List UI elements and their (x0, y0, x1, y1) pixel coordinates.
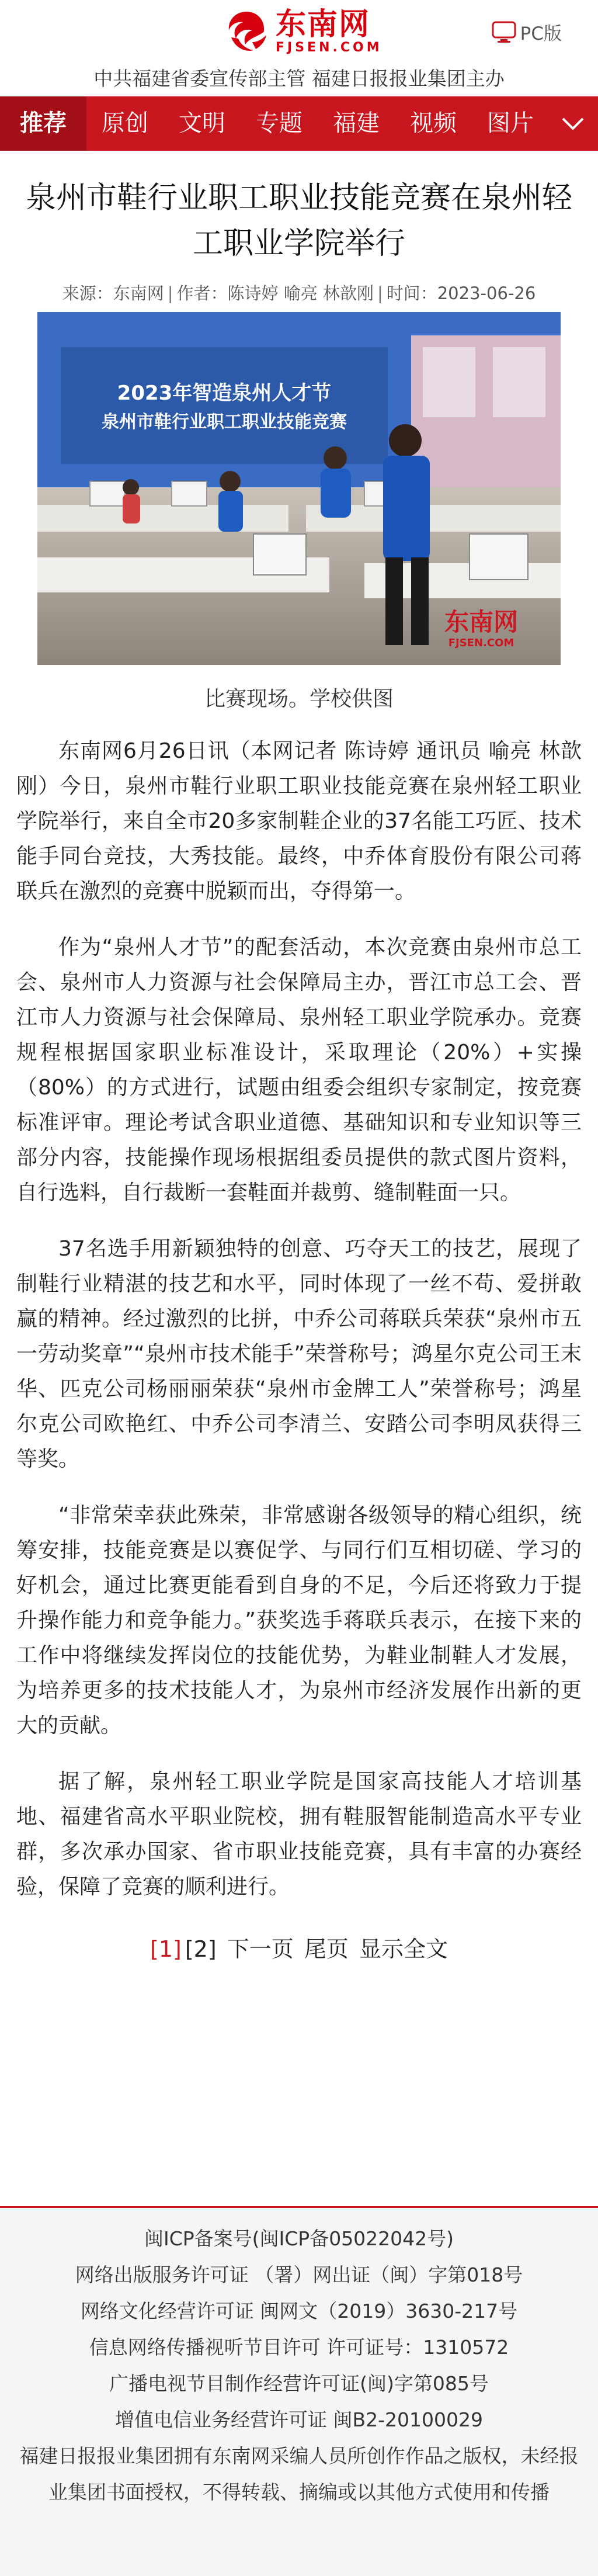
nav-tab-original[interactable]: 原创 (102, 110, 148, 137)
photo-banner-line1: 2023年智造泉州人才节 (117, 382, 332, 405)
nav-tab-photo[interactable]: 图片 (487, 110, 534, 137)
nav-tab-recommend[interactable]: 推荐 (0, 96, 86, 151)
pc-version-label: PC版 (520, 23, 562, 44)
article-title: 泉州市鞋行业职工职业技能竞赛在泉州轻工职业学院举行 (25, 181, 572, 261)
nav-tab-special[interactable]: 专题 (256, 110, 303, 137)
article-pager (0, 1932, 598, 1967)
monitor-icon (491, 20, 517, 44)
article-paragraph: 37名选手用新颖独特的创意、巧夺天工的技艺，展现了制鞋行业精湛的技艺和水平，同时体现了一丝不苟、爱拼敢赢的精神。经过激烈的比拼，中乔公司蒋联兵荣获“泉州市五一劳动奖章”“泉州市技术能手”荣誉称号；鸿星尔克公司王末华、匹克公司杨丽丽荣获“泉州市金牌工人”荣誉称号；鸿星尔克公司欧艳红、中乔公司李清兰、安踏公司李明凤获得三等奖。 (16, 1237, 582, 1471)
pager-page-1: [1] (150, 1936, 182, 1962)
pager-full-text-link[interactable]: 显示全文 (359, 1936, 448, 1962)
logo-wordmark-cn: 东南网 (276, 7, 371, 42)
article-source: 来源：东南网 (62, 283, 164, 303)
pc-version-link[interactable] (491, 19, 562, 45)
footer-license: 增值电信业务经营许可证 闽B2-20100029 (115, 2408, 483, 2431)
article-author: 作者：陈诗婷 喻亮 林歆刚 (176, 283, 374, 303)
article-time: 时间：2023-06-26 (386, 283, 536, 303)
nav-tab-fujian[interactable]: 福建 (333, 110, 380, 137)
article-paragraph: 据了解，泉州轻工职业学院是国家高技能人才培训基地、福建省高水平职业院校，拥有鞋服智能制造高水平专业群，多次承办国家、省市职业技能竞赛，具有丰富的办赛经验，保障了竞赛的顺利进行。 (16, 1770, 582, 1899)
footer-license: 网络文化经营许可证 闽网文（2019）3630-217号 (80, 2300, 518, 2322)
top-bar (0, 0, 598, 61)
competition-scene-image (37, 312, 561, 665)
article-paragraph: 东南网6月26日讯（本网记者 陈诗婷 通讯员 喻亮 林歆刚）今日，泉州市鞋行业职工职业技能竞赛在泉州轻工职业学院举行，来自全市20多家制鞋企业的37名能工巧匠、技术能手同台竞技，大秀技能。最终，中乔体育股份有限公司蒋联兵在激烈的竞赛中脱颖而出，夺得第一。 (16, 739, 582, 903)
footer-copyright-note: 福建日报报业集团拥有东南网采编人员所创作作品之版权，未经报业集团书面授权，不得转载、摘编或以其他方式使用和传播 (19, 2445, 579, 2504)
article-paragraph: 作为“泉州人才节”的配套活动，本次竞赛由泉州市总工会、泉州市人力资源与社会保障局主办，晋江市总工会、晋江市人力资源与社会保障局、泉州轻工职业学院承办。竞赛规程根据国家职业标准设计，采取理论（20%）+实操（80%）的方式进行，试题由组委会组织专家制定，按竞赛标准评审。理论考试含职业道德、基础知识和专业知识等三部分内容，技能操作现场根据组委员提供的款式图片资料，自行选料，自行裁断一套鞋面并裁剪、缝制鞋面一只。 (16, 935, 582, 1205)
channel-nav (0, 96, 598, 151)
photo-watermark-en: FJSEN.COM (448, 637, 514, 649)
photo-caption: 比赛现场。学校供图 (204, 687, 394, 711)
footer-license: 广播电视节目制作经营许可证(闽)字第085号 (109, 2372, 489, 2395)
chevron-down-icon (561, 116, 585, 131)
article-photo (37, 312, 561, 665)
footer-icp[interactable]: 闽ICP备案号(闽ICP备05022042号) (144, 2227, 454, 2250)
article-body (0, 734, 598, 1905)
nav-tab-video[interactable]: 视频 (410, 110, 457, 137)
meta-divider: | (377, 283, 383, 303)
photo-banner-line2: 泉州市鞋行业职工职业技能竞赛 (102, 412, 347, 432)
footer-license: 网络出版服务许可证 （署）网出证（闽）字第018号 (75, 2263, 523, 2286)
site-footer (0, 2206, 598, 2576)
footer-license: 信息网络传播视听节目许可 许可证号：1310572 (89, 2336, 509, 2359)
pager-next-link[interactable]: 下一页 (227, 1936, 294, 1962)
pager-page-2[interactable]: [2] (185, 1936, 217, 1962)
article-meta (0, 280, 598, 306)
pager-last-link[interactable]: 尾页 (304, 1936, 349, 1962)
site-logo[interactable] (222, 7, 383, 56)
sponsor-line: 中共福建省委宣传部主管 福建日报报业集团主办 (93, 67, 505, 90)
article-paragraph: “非常荣幸获此殊荣，非常感谢各级领导的精心组织，统筹安排，技能竞赛是以赛促学、与同行们互相切磋、学习的好机会，通过比赛更能看到自身的不足，今后还将致力于提升操作能力和竞争能力。”获奖选手蒋联兵表示，在接下来的工作中将继续发挥岗位的技能优势，为鞋业制鞋人才发展，为培养更多的技术技能人才，为泉州市经济发展作出新的更大的贡献。 (16, 1503, 582, 1738)
logo-wordmark-en: FJSEN.COM (276, 40, 383, 55)
fjsen-logo-icon (222, 7, 271, 56)
photo-watermark-cn: 东南网 (444, 608, 519, 636)
nav-tab-civilization[interactable]: 文明 (179, 110, 225, 137)
nav-expand-button[interactable] (548, 96, 598, 151)
meta-divider: | (167, 283, 173, 303)
